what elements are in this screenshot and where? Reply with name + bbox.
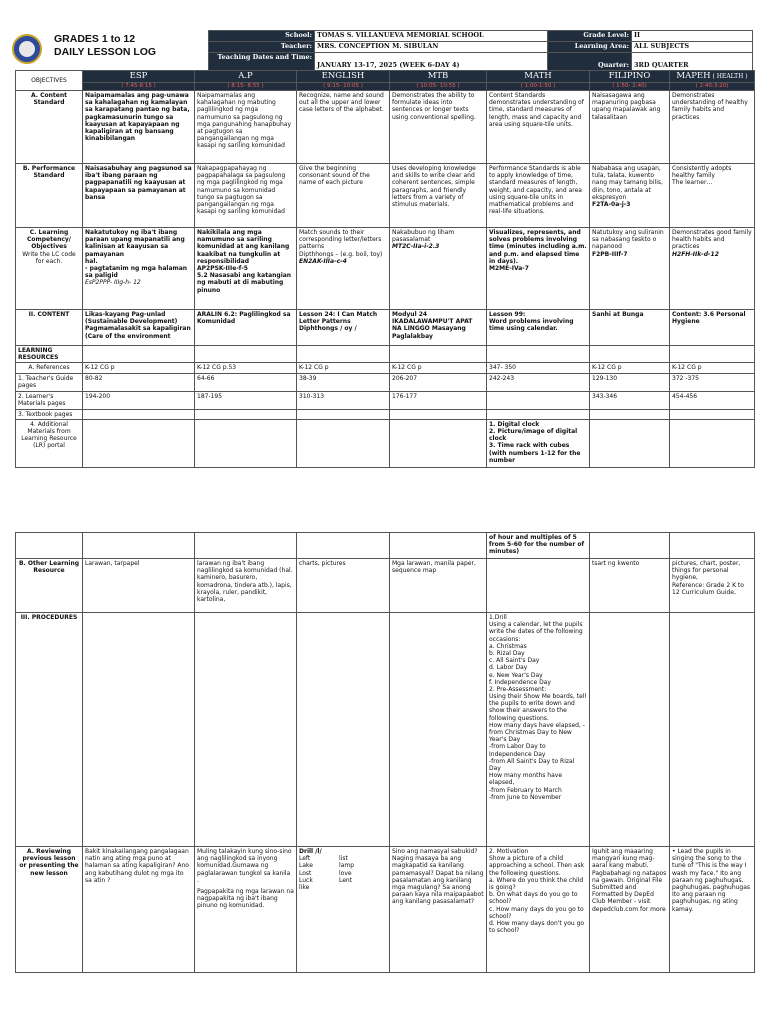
time-ap: ( 8:15- 8:55 ) (195, 83, 297, 91)
tb-english (297, 409, 390, 419)
time-mapeh: ( 2:40-3:20) (670, 83, 755, 91)
lr-empty-5 (487, 346, 590, 363)
subject-math: MATH (487, 71, 590, 83)
cell-cs-english: Recognize, name and sound out all the upper and lower case letters of the alphabet. (297, 91, 390, 164)
rev-english (297, 847, 390, 973)
proc-math-1: 1.Drill (489, 614, 507, 621)
comp-eng-2: Dipthhongs – (e.g. boil, toy) (299, 250, 383, 258)
proc-math-6: d. Labor Day (489, 664, 528, 672)
proc-math-12: -from Labor Day to Independence Day (489, 743, 546, 758)
area-label: Learning Area: (548, 41, 632, 52)
comp-mtb-code: MT2C-IIa-i-2.3 (392, 243, 440, 251)
proc-math-10: Using their Show Me boards, tell the pupils to write down and show their answers to the following questions. (489, 693, 587, 722)
cell-comp-english (297, 228, 390, 310)
proc-math-11: How many days have elapsed, - from Christmas Day to New Year's Day (489, 721, 585, 744)
proc-math-16: -from June to November (489, 793, 562, 801)
p2-empty-4 (390, 533, 487, 559)
rev-filipino: Iguhit ang maaaring mangyari kung mag-aaral kang mabuti. Pagbabahagi ng natapos na gawain. Original File Submitted and Formatted by DepEd Club Member - visit depedclub.com for more (590, 847, 670, 973)
cell-cs-ap: Naipamamalas ang kahalagahan ng mabuting paglilingkod ng mga namumuno sa pagsulong ng mga pangunahing hanapbuhay at pagtugon sa pangangailangan ng mga kasapi ng sariling komunidad (195, 91, 297, 164)
rev-english-title: Drill /l/ (299, 848, 322, 855)
rev-mtb: Sino ang namasyal sabukid? Naging masaya ba ang magkapatid sa kanilang pamamasyal? Dapat ba nilang pasalamatan ang kanilang mga magulang? Sa anong paraan kaya nila maipapaabot ang kanilang pasasalamat? (390, 847, 487, 973)
proc-math-4: b. Rizal Day (489, 649, 525, 657)
subject-mapeh-extra: ( HEALTH ) (710, 73, 748, 80)
lm-ap: 187-195 (195, 391, 297, 409)
tg-mapeh: 372 -375 (670, 373, 755, 391)
comp-eng-code: EN2AK-IIIa-c-4 (299, 257, 347, 265)
time-math: ( 1:00-1:50 ) (487, 83, 590, 91)
tg-mtb: 206-207 (390, 373, 487, 391)
comp-fil-code: F2PB-IIIf-7 (592, 250, 628, 258)
cell-ps-mapeh (670, 164, 755, 228)
ref-mapeh: K-12 CG p (670, 363, 755, 373)
dates-value: JANUARY 13-17, 2025 (WEEK 6-DAY 4) (315, 52, 548, 71)
ref-esp: K-12 CG p (83, 363, 195, 373)
content-math-2: Word problems involving time using calendar. (489, 318, 574, 333)
comp-mtb-1: Nakabubuo ng liham pasasalamat (392, 229, 455, 244)
ps-mapeh-text: Consistently adopts healthy family (672, 165, 732, 180)
tg-filipino: 129-130 (590, 373, 670, 391)
time-english: ( 9:15- 10:05 ) (297, 83, 390, 91)
add-english (297, 419, 390, 467)
comp-esp-1: Nakatutukoy ng iba't ibang paraan upang mapanatili ang kalinisan at kaayusan sa pamayanan (85, 229, 185, 258)
row-label-learners-materials: 2. Learner's Materials pages (16, 391, 83, 409)
rev-math-1: 2. Motivation (489, 848, 529, 855)
time-filipino: ( 1:50- 2:40) (590, 83, 670, 91)
lm-mapeh: 454-456 (670, 391, 755, 409)
cell-ps-filipino (590, 164, 670, 228)
eng-word: love (339, 869, 352, 877)
tb-ap (195, 409, 297, 419)
rev-math (487, 847, 590, 973)
lm-mtb: 176-177 (390, 391, 487, 409)
row-label-competency (16, 228, 83, 310)
or-mapeh (670, 559, 755, 613)
proc-mtb (390, 613, 487, 847)
tb-esp (83, 409, 195, 419)
subject-mapeh (670, 71, 755, 83)
eng-word: Lake (299, 862, 313, 870)
cell-content-mtb: Modyul 24 IKADALAWAMPU'T APAT NA LINGGO Masayang Paglalakbay (390, 310, 487, 346)
eng-word: list (339, 855, 348, 863)
or-mapeh-2: Reference: Grade 2 K to 12 Curriculum Guide, (672, 581, 744, 596)
lm-esp: 194-200 (83, 391, 195, 409)
competency-sublabel: Write the LC code for each. (22, 250, 76, 265)
lr-empty-6 (590, 346, 670, 363)
ref-math: 347- 350 (487, 363, 590, 373)
add-math-3: 3. Time rack with cubes (with numbers 1-12 for the number (489, 442, 581, 464)
cell-comp-esp (83, 228, 195, 310)
or-math (487, 559, 590, 613)
row-label-additional: 4. Additional Materials from Learning Resource (LR) portal (16, 419, 83, 467)
lesson-table-page-2 (15, 532, 755, 973)
subject-esp: ESP (83, 71, 195, 83)
eng-word: Lost (299, 869, 312, 877)
cell-content-english: Lesson 24: I Can Match Letter Patterns Diphthongs / oy / (297, 310, 390, 346)
ref-english: K-12 CG p (297, 363, 390, 373)
lr-empty-3 (297, 346, 390, 363)
subject-english: ENGLISH (297, 71, 390, 83)
row-label-performance-standard: B. Performance Standard (16, 164, 83, 228)
content-math-1: Lesson 99: (489, 311, 526, 318)
time-esp: ( 7:45-8:15 ) (83, 83, 195, 91)
row-label-other-resource: B. Other Learning Resource (16, 559, 83, 613)
rev-math-2: Show a picture of a child approaching a school. Then ask the following questions. (489, 855, 585, 877)
add-mtb (390, 419, 487, 467)
lr-empty-7 (670, 346, 755, 363)
rev-english-words (299, 855, 387, 891)
proc-esp (83, 613, 195, 847)
cell-ps-mtb: Uses developing knowledge and skills to write clear and coherent sentences, simple paragraphs, and friendly letters from a variety of stimulus materials. (390, 164, 487, 228)
proc-math-3: a. Christmas (489, 642, 527, 650)
add-ap (195, 419, 297, 467)
cell-cs-filipino: Naisasagawa ang mapanuring pagbasa upang mapalawak ang talasalitaan (590, 91, 670, 164)
rev-math-6: d. How many days don't you go to school? (489, 919, 585, 935)
cell-comp-mapeh (670, 228, 755, 310)
or-filipino: tsart ng kwento (590, 559, 670, 613)
proc-english (297, 613, 390, 847)
subject-ap: A.P (195, 71, 297, 83)
grade-value: II (632, 31, 753, 42)
row-label-reviewing: A. Reviewing previous lesson or presenting the new lesson (16, 847, 83, 973)
school-value: TOMAS S. VILLANUEVA MEMORIAL SCHOOL (315, 31, 548, 42)
cell-ps-english: Give the beginning consonant sound of the name of each picture (297, 164, 390, 228)
lesson-table-page-1 (15, 70, 755, 468)
subject-mapeh-name: MAPEH (676, 71, 711, 81)
comp-mapeh-code: H2FH-IIk-d-12 (672, 250, 719, 258)
cell-comp-filipino (590, 228, 670, 310)
rev-mapeh: • Lead the pupils in singing the song to the tune of "This is the way I wash my face." Ito ang paraan ng paghuhugas, paghuhugas, paghuhugas Ito ang paraan ng paghuhugas, ng ating kamay. (670, 847, 755, 973)
subject-filipino: FILIPINO (590, 71, 670, 83)
teacher-value: MRS. CONCEPTION M. SIBULAN (315, 41, 548, 52)
p2-empty-3 (297, 533, 390, 559)
lr-empty-1 (83, 346, 195, 363)
row-label-learning-resources: LEARNING RESOURCES (16, 346, 83, 363)
proc-math-7: e. New Year's Day (489, 671, 543, 679)
comp-ap-code: AP2PSK-IIIe-f-5 (197, 264, 248, 272)
add-mapeh (670, 419, 755, 467)
p2-empty-2 (195, 533, 297, 559)
p2-empty-6 (590, 533, 670, 559)
row-label-references: A. References (16, 363, 83, 373)
cell-ps-math: Performance Standards is able to apply knowledge of time, standard measures of length, weight, and capacity, and area using square-tile units in mathematical problems and real-life situations. (487, 164, 590, 228)
row-label-procedures: III. PROCEDURES (16, 613, 83, 847)
tg-math: 242-243 (487, 373, 590, 391)
or-ap: larawan ng iba't ibang naglilingkod sa komunidad (hal. kaminero, basurero, komadrona, tindera atb.), lapis, krayola, ruler, pandikit, kartolina, (195, 559, 297, 613)
row-label-content-standard: A. Content Standard (16, 91, 83, 164)
proc-math-14: How many months have elapsed, (489, 772, 563, 787)
row-label-teachers-guide: 1. Teacher's Guide pages (16, 373, 83, 391)
quarter-label: Quarter: (548, 52, 632, 71)
row-label-textbook: 3. Textbook pages (16, 409, 83, 419)
comp-eng-1: Match sounds to their corresponding letter/letters patterns (299, 229, 382, 251)
add-math-1: 1. Digital clock (489, 420, 540, 428)
rev-ap (195, 847, 297, 973)
rev-math-4: b. On what days do you go to school? (489, 891, 578, 906)
cell-comp-mtb (390, 228, 487, 310)
ps-filipino-code: F2TA-0a-j-3 (592, 200, 631, 208)
comp-math-1: Visualizes, represents, and solves problems involving time (minutes including a.m. and p.m. and elapsed time in days). (489, 229, 587, 265)
proc-math-5: c. All Saint's Day (489, 657, 540, 665)
eng-word: Left (299, 855, 311, 863)
comp-esp-2: hal. (85, 257, 98, 265)
title-line-2: DAILY LESSON LOG (54, 46, 157, 58)
teacher-label: Teacher: (209, 41, 315, 52)
cell-comp-math (487, 228, 590, 310)
proc-math-2: Using a calendar, let the pupils write the dates of the following occasions: (489, 621, 583, 643)
grade-label: Grade Level: (548, 31, 632, 42)
eng-word: like (299, 883, 310, 891)
proc-filipino (590, 613, 670, 847)
p2-math-continued: of hour and multiples of 5 from 5-60 for the number of minutes) (487, 533, 590, 559)
cell-ps-ap: Nakapagpapahayag ng pagpapahalaga sa pagsulong ng mga paglilingkod ng mga namumuno sa komunidad tungo sa pagtugon sa pangangailangan ng mga kasapi ng sariling komunidad (195, 164, 297, 228)
cell-cs-math: Content Standards demonstrates understanding of time, standard measures of length, mass and capacity and area using square-tile units. (487, 91, 590, 164)
tg-english: 38-39 (297, 373, 390, 391)
proc-math-9: 2. Pre-Assessment: (489, 685, 547, 693)
time-mtb: ( 10:05- 10:55 ) (390, 83, 487, 91)
ref-mtb: K-12 CG p (390, 363, 487, 373)
school-label: School: (209, 31, 315, 42)
lr-empty-4 (390, 346, 487, 363)
cell-comp-ap (195, 228, 297, 310)
rev-esp: Bakit kinakailangang pangalagaan natin ang ating mga puno at halaman sa ating kapaligiran? Ano ang kabutihang dulot ng mga ito sa atin ? (83, 847, 195, 973)
p2-empty-7 (670, 533, 755, 559)
competency-label: C. Learning Competency/ Objectives (26, 229, 71, 251)
proc-math (487, 613, 590, 847)
or-mapeh-1: pictures, chart, poster, things for personal hygiene, (672, 560, 741, 582)
objectives-header: OBJECTIVES (16, 71, 83, 91)
comp-fil-1: Natutukoy ang suliranin sa nabasang teskto o napanood (592, 229, 664, 251)
header-info-table (208, 30, 753, 72)
tg-ap: 64-66 (195, 373, 297, 391)
rev-math-3: a. Where do you think the child is going? (489, 876, 584, 891)
comp-ap-2: 5.2 Nasasabi ang katangian ng mabuti at di mabuting pinuno (197, 272, 292, 294)
cell-content-esp: Likas-kayang Pag-unlad (Sustainable Development) Pagmamalasakit sa kapaligiran (Care of the environment (83, 310, 195, 346)
ps-mapeh-text-2: The learner… (672, 179, 713, 187)
add-esp (83, 419, 195, 467)
p2-empty-label (16, 533, 83, 559)
title-line-1: GRADES 1 to 12 (54, 33, 136, 45)
cell-cs-mtb: Demonstrates the ability to formulate ideas into sentences or longer texts using conventional spelling. (390, 91, 487, 164)
lesson-log-title (54, 33, 204, 59)
cell-cs-mapeh: Demonstrates understanding of healthy family habits and practices (670, 91, 755, 164)
deped-seal (12, 34, 42, 64)
cell-cs-esp: Naipamamalas ang pag-unawa sa kahalagahan ng kamalayan sa karapatang pantao ng bata, pagkamasunurin tungo sa kaayusan at kapayapaan ng kapaligiran at ng bansang kinabibilangan (83, 91, 195, 164)
ref-filipino: K-12 CG p (590, 363, 670, 373)
subject-mtb: MTB (390, 71, 487, 83)
tb-filipino (590, 409, 670, 419)
comp-esp-3: - pagtatanim ng mga halaman sa paligid (85, 264, 188, 280)
comp-esp-code: EsP2PPP- IIIg-h- 12 (85, 279, 141, 287)
add-filipino (590, 419, 670, 467)
proc-math-13: -from All Saint's Day to Rizal Day (489, 757, 575, 772)
or-mtb: Mga larawan, manila paper, sequence map (390, 559, 487, 613)
rev-math-5: c. How many days do you go to school? (489, 905, 584, 920)
lm-filipino: 343-346 (590, 391, 670, 409)
quarter-value: 3RD QUARTER (632, 52, 753, 71)
comp-math-code: M2ME-IVa-7 (489, 264, 529, 272)
cell-content-ap: ARALIN 6.2: Paglilingkod sa Komunidad (195, 310, 297, 346)
ref-ap: K-12 CG p.53 (195, 363, 297, 373)
rev-ap-1: Muling talakayin kung sino-sino ang naglilingkod sa inyong komunidad.Gumawa ng paglalarawan tungkol sa kanila . (197, 848, 292, 884)
lr-empty-2 (195, 346, 297, 363)
tb-mtb (390, 409, 487, 419)
or-esp: Larawan, tarpapel (83, 559, 195, 613)
cell-ps-esp: Naisasabuhay ang pagsunod sa iba't ibang paraan ng pagpapanatili ng kaayusan at kapayapaan sa pamayanan at bansa (83, 164, 195, 228)
or-english: charts, pictures (297, 559, 390, 613)
cell-content-filipino: Sanhi at Bunga (590, 310, 670, 346)
tb-mapeh (670, 409, 755, 419)
area-value: ALL SUBJECTS (632, 41, 753, 52)
rev-ap-2: Pagpapakita ng mga larawan na nagpapakita ng iba't ibang pinuno ng komunidad. (197, 887, 294, 910)
proc-math-8: f. Independence Day (489, 678, 551, 686)
eng-word: Luck (299, 876, 313, 884)
comp-mapeh-1: Demonstrates good family health habits and practices (672, 229, 752, 251)
p2-empty-1 (83, 533, 195, 559)
add-math-2: 2. Picture/image of digital clock (489, 427, 578, 443)
dates-label: Teaching Dates and Time: (209, 52, 315, 71)
add-math (487, 419, 590, 467)
row-label-content: II. CONTENT (16, 310, 83, 346)
eng-word: Lent (339, 876, 353, 884)
comp-ap-1: Nakikilala ang mga namumuno sa sariling komunidad at ang kanilang kaakibat na tungkulin at responsibilidad (197, 229, 290, 265)
proc-ap (195, 613, 297, 847)
cell-content-mapeh: Content: 3.6 Personal Hygiene (670, 310, 755, 346)
lm-english: 310-313 (297, 391, 390, 409)
lm-math (487, 391, 590, 409)
proc-math-15: -from February to March (489, 786, 562, 794)
tg-esp: 80-82 (83, 373, 195, 391)
tb-math (487, 409, 590, 419)
ps-filipino-text: Nababasa ang usapan, tula, talata, kuwento nang may tamang bilis, diin, tono, antala at ekspresyon (592, 165, 663, 201)
proc-mapeh (670, 613, 755, 847)
cell-content-math (487, 310, 590, 346)
eng-word: lamp (339, 862, 354, 870)
